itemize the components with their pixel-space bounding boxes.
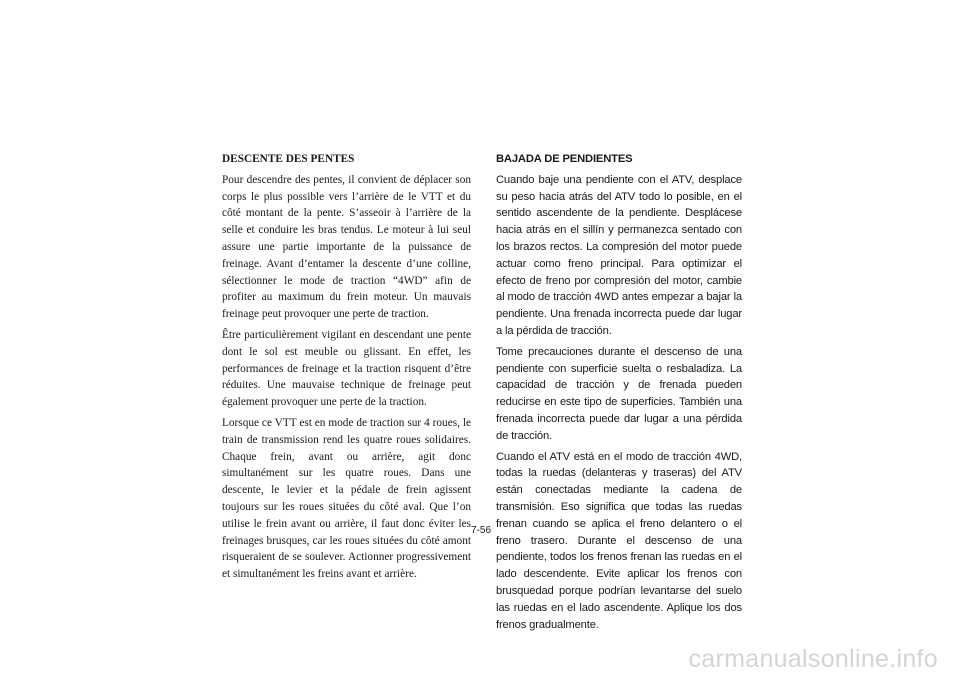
watermark: carmanualsonline.info [688, 645, 938, 673]
french-paragraph-3: Lorsque ce VTT est en mode de traction sur 4 roues, le train de transmission rend les quatre roues solidaires. Chaque frein, avant ou arrière, agit donc simultanément sur les quatre roues. Dans une descente, le levier et la pédale de frein agissent toujours sur les roues situées du côté aval. Que l’on utilise le frein avant ou arrière, il faut donc éviter les freinages brusques, car les roues situées du côté amont risqueraient de se soulever. Actionner progressivement et simultanément les freins avant et arrière. [222, 416, 471, 581]
french-column [222, 151, 471, 587]
french-paragraph-2: Être particulièrement vigilant en descendant une pente dont le sol est meuble ou glissant. En effet, les performances de freinage et la traction risquent d’être réduites. Une mauvaise technique de freinage peut également provoquer une perte de la traction. [222, 328, 471, 409]
page-number: 7-56 [470, 525, 491, 536]
spanish-paragraph-3: Cuando el ATV está en el modo de tracción 4WD, todas la ruedas (delanteras y traseras) del ATV están conectadas mediante la cadena de transmisión. Eso significa que todas las ruedas frenan cuando se aplica el freno delantero o el freno trasero. Durante el descenso de una pendiente, todos los frenos frenan las ruedas en el lado descendente. Evite aplicar los frenos con brusquedad porque podrían levantarse del suelo las ruedas en el lado ascendente. Aplique los dos frenos gradualmente. [496, 450, 742, 631]
french-paragraph-1: Pour descendre des pentes, il convient de déplacer son corps le plus possible vers l’arrière de le VTT et du côté montant de la pente. S’asseoir à l’arrière de la selle et conduire les bras tendus. Le moteur à lui seul assure une partie importante de la puissance de freinage. Avant d’entamer la descente d’une colline, sélectionner le mode de traction “4WD” afin de profiter au maximum du frein moteur. Un mauvais freinage peut provoquer une perte de traction. [222, 173, 471, 321]
spanish-heading: BAJADA DE PENDIENTES [496, 153, 633, 165]
french-heading: DESCENTE DES PENTES [222, 153, 355, 165]
spanish-paragraph-2: Tome precauciones durante el descenso de una pendiente con superficie suelta o resbaladiza. La capacidad de tracción y de frenada pueden reducirse en este tipo de superficies. También una frenada incorrecta puede dar lugar a una pérdida de tracción. [496, 345, 742, 442]
spanish-paragraph-1: Cuando baje una pendiente con el ATV, desplace su peso hacia atrás del ATV todo lo posible, en el sentido ascendente de la pendiente. Desplácese hacia atrás en el sillín y permanezca sentado con los brazos rectos. La compresión del motor puede actuar como freno principal. Para optimizar el efecto de freno por compresión del motor, cambie al modo de tracción 4WD antes empezar a bajar la pendiente. Una frenada incorrecta puede dar lugar a la pérdida de tracción. [496, 173, 742, 337]
spanish-column [496, 151, 742, 637]
